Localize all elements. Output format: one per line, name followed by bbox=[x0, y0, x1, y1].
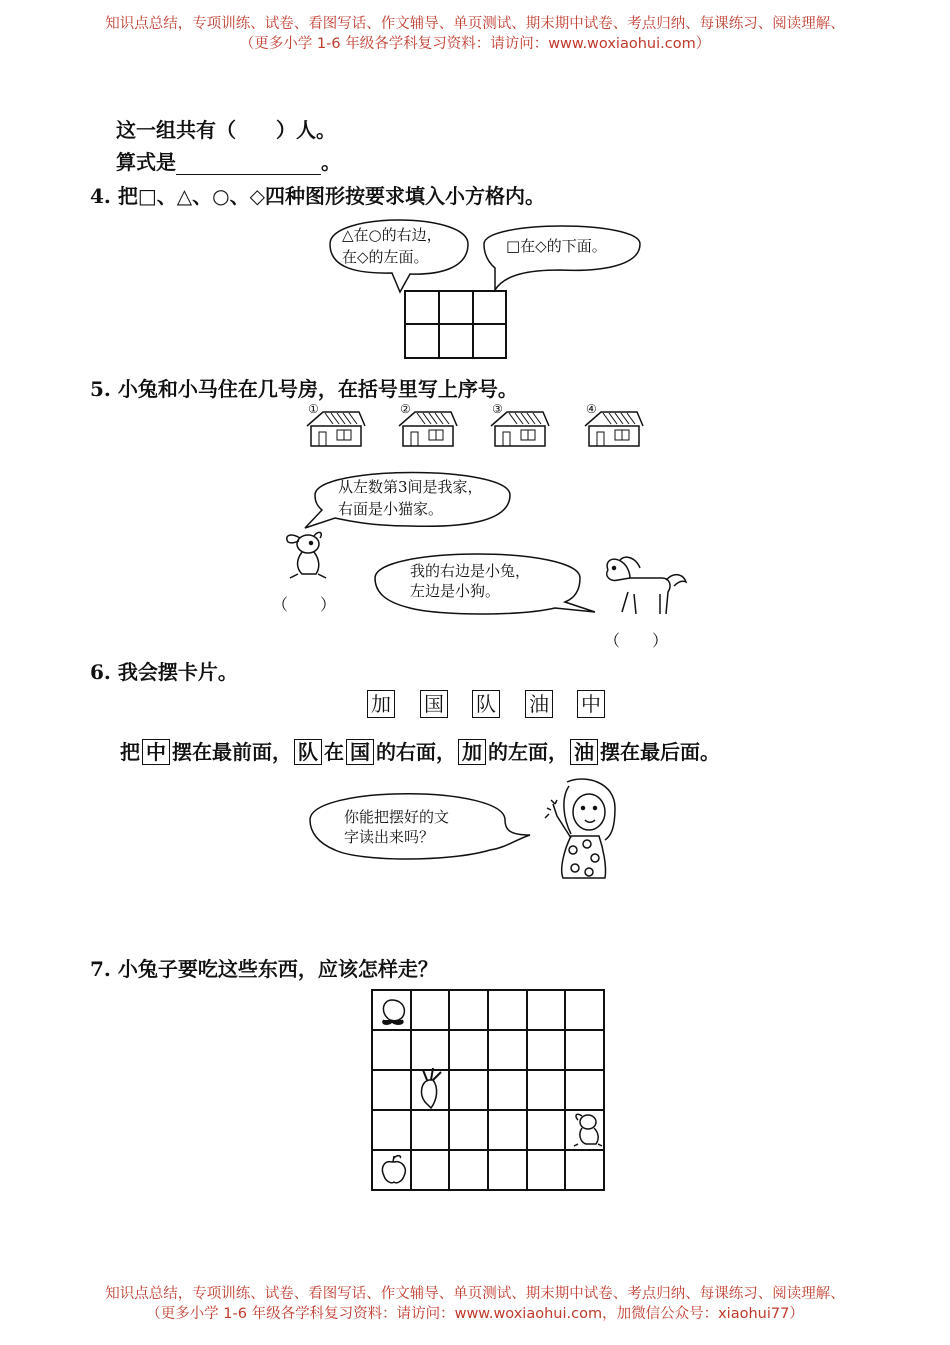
q6-girl-line-2: 字读出来吗？ bbox=[344, 828, 435, 846]
q3-count-line: 这一组共有（ ）人。 bbox=[116, 118, 336, 142]
house-3-label: ③ bbox=[492, 402, 503, 416]
footer-line-2: （更多小学 1-6 年级各学科复习资料：请访问：www.woxiaohui.com，加微信公众号：xiaohui77） bbox=[146, 1306, 804, 1322]
header-line-2: （更多小学 1-6 年级各学科复习资料：请访问：www.woxiaohui.com） bbox=[239, 36, 711, 52]
q4-number: 4. bbox=[90, 184, 111, 208]
q6-instr-card-zhong: 中 bbox=[142, 739, 170, 765]
card-dui[interactable]: 队 bbox=[472, 690, 500, 718]
q6-instr-card-guo: 国 bbox=[346, 739, 374, 765]
q5-horse-line-1: 我的右边是小兔， bbox=[410, 562, 531, 580]
house-1-label: ① bbox=[308, 402, 319, 416]
apple-icon bbox=[382, 1156, 405, 1183]
q7-number: 7. bbox=[90, 957, 111, 981]
q5-text: 小兔和小马住在几号房，在括号里写上序号。 bbox=[117, 377, 518, 401]
card-you[interactable]: 油 bbox=[525, 690, 553, 718]
house-4-label: ④ bbox=[586, 402, 597, 416]
q6-instr-p6: 摆在最后面。 bbox=[600, 740, 720, 764]
q5-horse-answer[interactable]: （ ） bbox=[604, 631, 669, 650]
q4-bubble-left-line-1: △在○的右边， bbox=[342, 226, 442, 244]
q5-number: 5. bbox=[90, 377, 111, 401]
q6-instr-p1: 把 bbox=[120, 740, 140, 764]
card-jia[interactable]: 加 bbox=[367, 690, 395, 718]
peach-icon bbox=[383, 1000, 404, 1024]
q5-rabbit-line-2: 右面是小猫家。 bbox=[338, 500, 444, 518]
card-zhong[interactable]: 中 bbox=[577, 690, 605, 718]
q6-text: 我会摆卡片。 bbox=[117, 660, 238, 684]
q5-rabbit-answer[interactable]: （ ） bbox=[272, 595, 337, 614]
q6-number: 6. bbox=[90, 660, 111, 684]
q6-instr-p4: 的右面， bbox=[376, 740, 456, 764]
q6-instr-p3: 在 bbox=[324, 740, 344, 764]
q4-text: 把□、△、○、◇四种图形按要求填入小方格内。 bbox=[117, 184, 545, 208]
house-2-label: ② bbox=[400, 402, 411, 416]
header-line-1: 知识点总结，专项训练、试卷、看图写话、作文辅导、单页测试、期末期中试卷、考点归纳、每课练习、阅读理解、 bbox=[105, 16, 845, 32]
footer-line-1: 知识点总结，专项训练、试卷、看图写话、作文辅导、单页测试、期末期中试卷、考点归纳、每课练习、阅读理解、 bbox=[105, 1286, 845, 1302]
q4-bubble-right-text: □在◇的下面。 bbox=[506, 237, 607, 255]
rabbit-icon bbox=[574, 1114, 602, 1146]
card-guo[interactable]: 国 bbox=[420, 690, 448, 718]
q7-text: 小兔子要吃这些东西，应该怎样走？ bbox=[117, 957, 438, 981]
q4-bubble-left-line-2: 在◇的左面。 bbox=[342, 248, 429, 266]
q3-formula-label: 算式是 bbox=[116, 150, 176, 174]
q5-horse-line-2: 左边是小狗。 bbox=[410, 582, 501, 600]
q6-instr-card-you: 油 bbox=[570, 739, 598, 765]
q6-instr-card-dui: 队 bbox=[294, 739, 322, 765]
q6-girl-line-1: 你能把摆好的文 bbox=[344, 808, 450, 826]
q7-grid bbox=[372, 990, 604, 1190]
radish-icon bbox=[422, 1068, 441, 1108]
q6-instr-p2: 摆在最前面， bbox=[172, 740, 292, 764]
q6-instr-p5: 的左面， bbox=[488, 740, 568, 764]
q5-rabbit-line-1: 从左数第3间是我家， bbox=[338, 478, 483, 496]
q6-instr-card-jia: 加 bbox=[458, 739, 486, 765]
q3-formula-end: 。 bbox=[321, 150, 341, 174]
